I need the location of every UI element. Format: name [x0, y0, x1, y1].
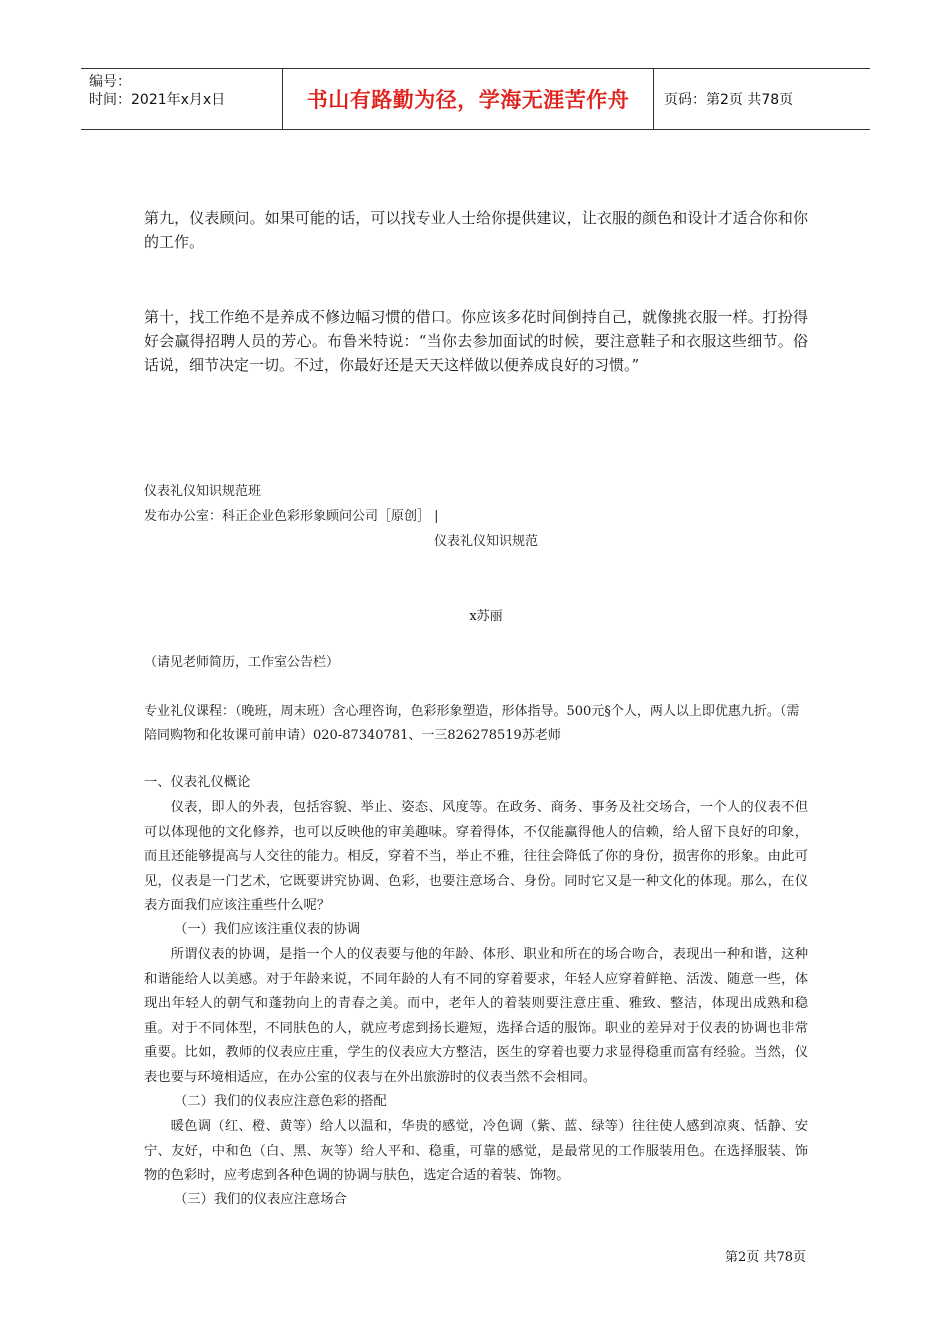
motto-text: 书山有路勤为径，学海无涯苦作舟 — [306, 88, 630, 112]
heading-overview: 一、仪表礼仪概论 — [144, 775, 251, 790]
page-header — [81, 68, 870, 130]
paragraph-color: 暖色调（红、橙、黄等）给人以温和，华贵的感觉，冷色调（紫、蓝、绿等）往往使人感到凉爽、恬静、安宁、友好，中和色（白、黑、灰等）给人平和、稳重，可靠的感觉，是最常见的工作服装用色。在选择服装、饰物的色彩时，应考虑到各种色调的协调与肤色，选定合适的着装、饰物。 — [144, 1119, 808, 1183]
paragraph-coordination: 所谓仪表的协调，是指一个人的仪表要与他的年龄、体形、职业和所在的场合吻合，表现出一种和谐，这种和谐能给人以美感。对于年龄来说，不同年龄的人有不同的穿着要求，年轻人应穿着鲜艳、活泼、随意一些，体现出年轻人的朝气和蓬勃向上的青春之美。而中，老年人的着装则要注意庄重、雅致、整洁，体现出成熟和稳重。对于不同体型，不同肤色的人，就应考虑到扬长避短，选择合适的服饰。职业的差异对于仪表的协调也非常重要。比如，教师的仪表应庄重，学生的仪表应大方整洁，医生的穿着也要力求显得稳重而富有经验。当然，仪表也要与环境相适应，在办公室的仪表与在外出旅游时的仪表当然不会相同。 — [144, 947, 808, 1085]
header-page-info: 页码：第2页 共78页 — [664, 92, 794, 108]
subheading-color: （二）我们的仪表应注意色彩的搭配 — [174, 1094, 387, 1109]
header-meta — [81, 69, 282, 129]
paragraph-overview: 仪表，即人的外表，包括容貌、举止、姿态、风度等。在政务、商务、事务及社交场合，一个人的仪表不但可以体现他的文化修养，也可以反映他的审美趣味。穿着得体，不仅能赢得他人的信赖，给人留下良好的印象，而且还能够提高与人交往的能力。相反，穿着不当，举止不雅，往往会降低了你的身份，损害你的形象。由此可见，仪表是一门艺术，它既要讲究协调、色彩，也要注意场合、身份。同时它又是一种文化的体现。那么，在仪表方面我们应该注重些什么呢？ — [144, 800, 808, 913]
course-info: 专业礼仪课程：（晚班，周末班）含心理咨询，色彩形象塑造，形体指导。500元§个人，两人以上即优惠九折。（需陪同购物和化妆课可前申请）020-87340781、一三826278519苏老师 — [144, 704, 800, 743]
teacher-note: （请见老师简历，工作室公告栏） — [144, 655, 340, 670]
time-label: 时间：2021年x月x日 — [89, 92, 226, 108]
author: x苏丽 — [469, 609, 503, 624]
subheading-occasion: （三）我们的仪表应注意场合 — [174, 1192, 347, 1207]
doc-title: 仪表礼仪知识规范 — [433, 534, 538, 549]
section-nine: 第九，仪表顾问。如果可能的话，可以找专业人士给你提供建议，让衣服的颜色和设计才适合你和你的工作。 — [144, 209, 808, 251]
subheading-coordination: （一）我们应该注重仪表的协调 — [174, 922, 361, 937]
publisher-line: 发布办公室：科正企业色彩形象顾问公司［原创］ | — [144, 509, 439, 524]
page-footer: 第2页 共78页 — [725, 1250, 806, 1265]
header-motto — [282, 69, 654, 129]
number-label: 编号： — [89, 74, 131, 90]
section-ten: 第十，找工作绝不是养成不修边幅习惯的借口。你应该多花时间倒持自己，就像挑衣服一样。打扮得好会赢得招聘人员的芳心。布鲁米特说：“当你去参加面试的时候，要注意鞋子和衣服这些细节。俗话说，细节决定一切。不过，你最好还是天天这样做以便养成良好的习惯。” — [144, 308, 808, 374]
course-name: 仪表礼仪知识规范班 — [144, 484, 262, 499]
